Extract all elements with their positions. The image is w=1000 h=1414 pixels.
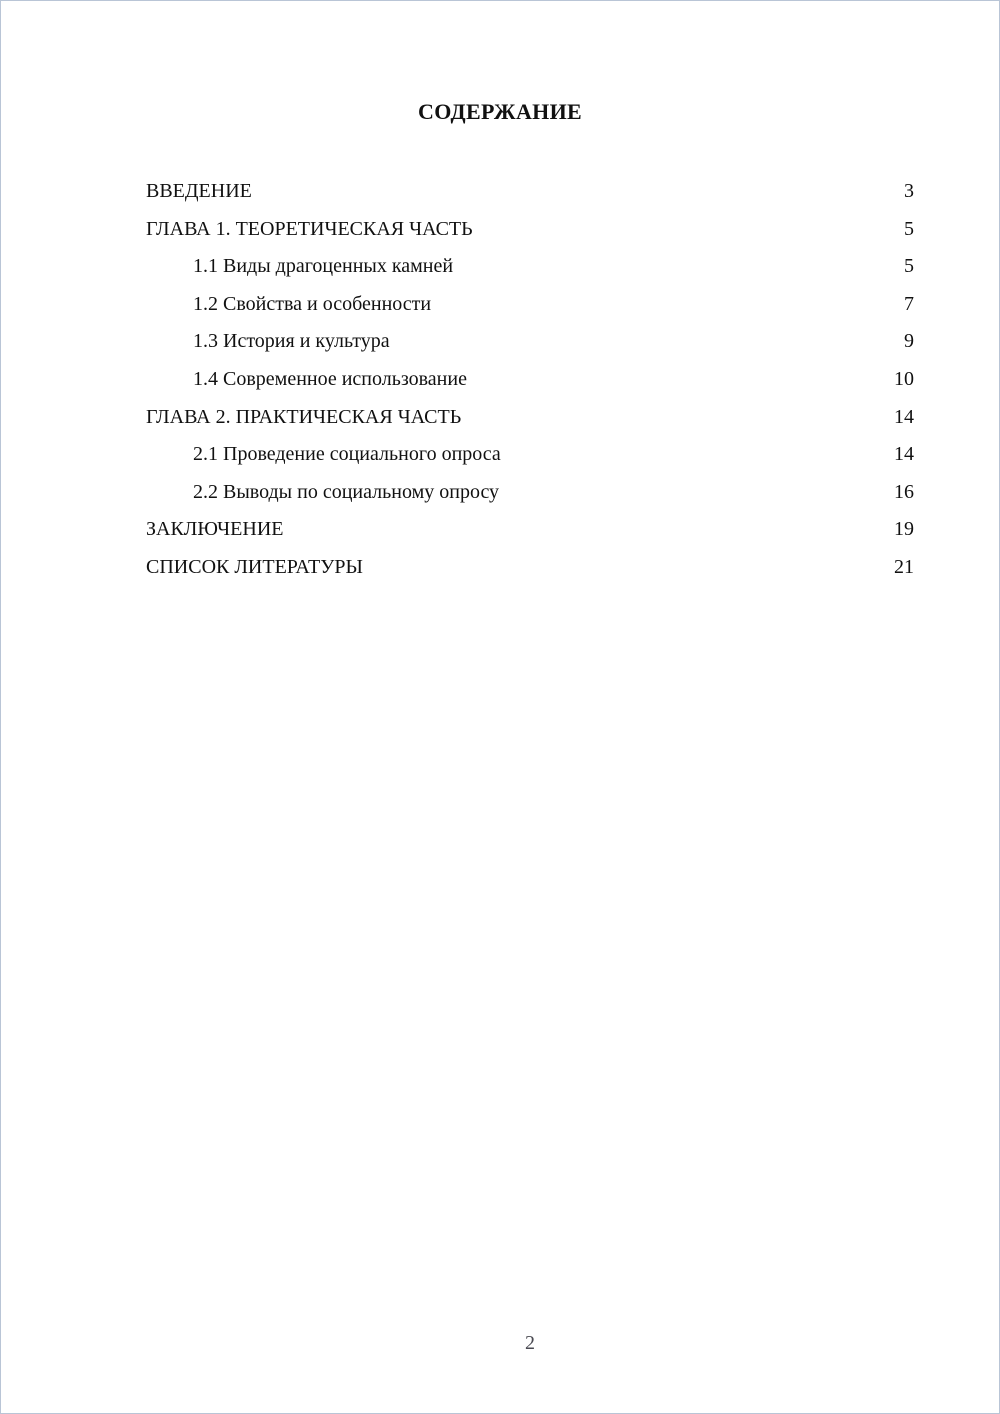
toc-entry-page: 19 [894, 518, 914, 541]
toc-entry-label: ЗАКЛЮЧЕНИЕ [146, 518, 284, 541]
toc-entry-label: СПИСОК ЛИТЕРАТУРЫ [146, 555, 363, 578]
toc-entry-page: 16 [894, 480, 914, 503]
toc-entry [146, 474, 914, 512]
toc-entry [146, 511, 914, 549]
toc-entry [146, 211, 914, 249]
toc-entry-page: 3 [904, 180, 914, 202]
toc-entry [146, 248, 914, 286]
toc-entry-label: 1.4 Современное использование [193, 367, 467, 390]
toc-entry-page: 10 [894, 367, 914, 390]
toc-entry-page: 7 [904, 292, 914, 315]
toc-entry-page: 5 [904, 255, 914, 278]
toc-entry-label: 1.1 Виды драгоценных камней [193, 255, 454, 278]
toc-entry-label: ГЛАВА 1. ТЕОРЕТИЧЕСКАЯ ЧАСТЬ [146, 217, 473, 240]
toc-entry-label: 1.3 История и культура [193, 330, 390, 353]
page-number: 2 [525, 1332, 535, 1354]
toc-entry-page: 5 [904, 217, 914, 240]
toc-entry-label: ГЛАВА 2. ПРАКТИЧЕСКАЯ ЧАСТЬ [146, 405, 462, 428]
toc-entry [146, 286, 914, 324]
toc-entry [146, 549, 914, 587]
toc-entry [146, 361, 914, 399]
toc-entry-page: 14 [894, 443, 914, 466]
toc-entry [146, 399, 914, 437]
toc-entry-label: 2.2 Выводы по социальному опросу [193, 480, 500, 503]
toc-entry-label: 1.2 Свойства и особенности [193, 292, 432, 315]
toc-entry-label: 2.1 Проведение социального опроса [193, 443, 501, 466]
toc-entry-label: ВВЕДЕНИЕ [146, 180, 252, 202]
toc-entry [146, 173, 914, 211]
page-title: СОДЕРЖАНИЕ [418, 99, 582, 124]
table-of-contents [146, 173, 914, 587]
toc-entry-page: 14 [894, 405, 914, 428]
toc-entry-page: 9 [904, 330, 914, 353]
toc-entry [146, 436, 914, 474]
toc-entry-page: 21 [894, 555, 914, 578]
toc-entry [146, 323, 914, 361]
